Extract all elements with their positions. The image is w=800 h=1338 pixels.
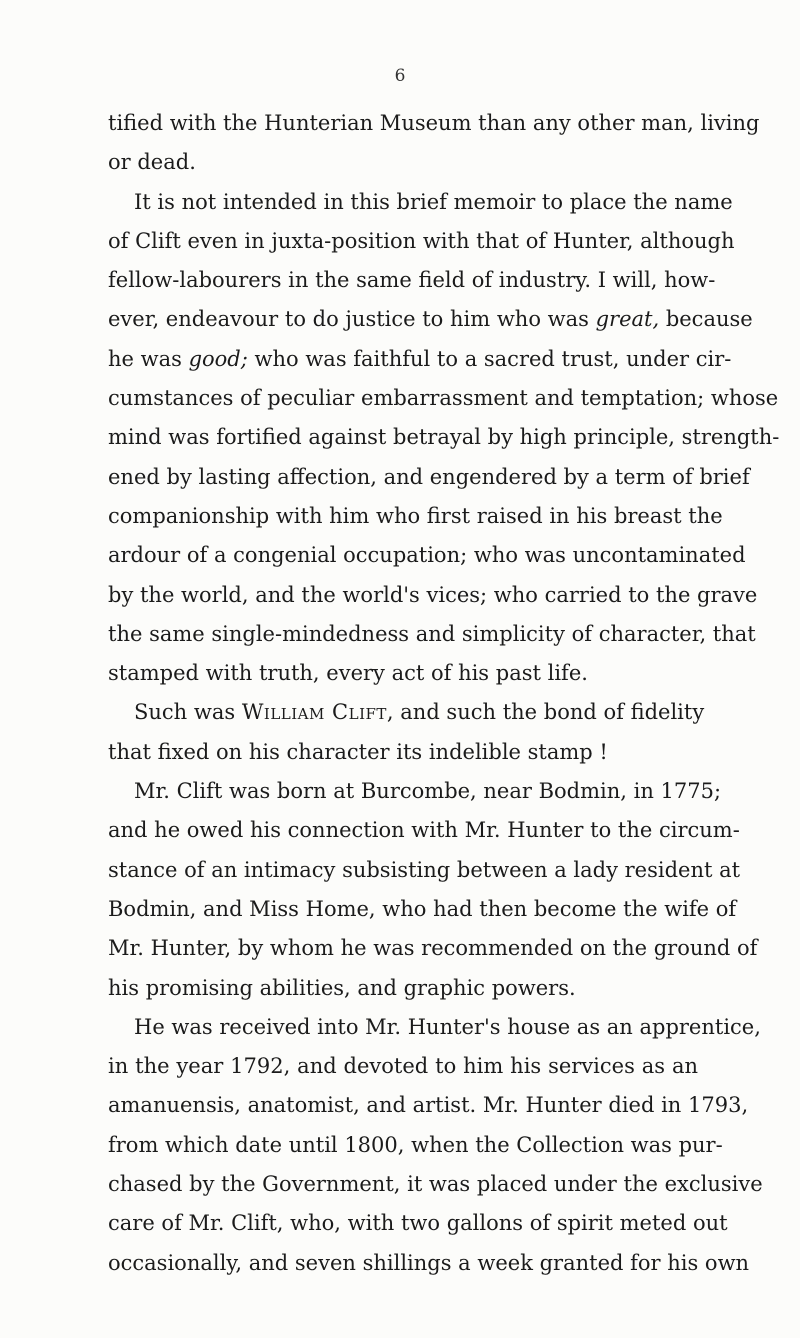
text-line: ever, endeavour to do justice to him who was great, because <box>108 307 753 332</box>
text-line: mind was fortified against betrayal by high principle, strength- <box>108 425 780 450</box>
text-line: Bodmin, and Miss Home, who had then become the wife of <box>108 896 737 921</box>
text-line: ened by lasting affection, and engendered by a term of brief <box>108 464 750 489</box>
text-line: his promising abilities, and graphic powers. <box>108 975 576 1000</box>
paragraph-start-line: He was received into Mr. Hunter's house as an apprentice, <box>134 1014 761 1039</box>
name-william-clift: William Clift <box>241 700 387 725</box>
text-line: by the world, and the world's vices; who carried to the grave <box>108 582 758 607</box>
text-line: fellow-labourers in the same field of industry. I will, how- <box>108 268 716 293</box>
text-line: tified with the Hunterian Museum than any other man, living <box>108 111 760 135</box>
page-number: 6 <box>394 66 406 86</box>
paragraph-start-line: Mr. Clift was born at Burcombe, near Bodmin, in 1775; <box>134 779 722 804</box>
emphasis-good: good; <box>188 346 248 371</box>
text-line: amanuensis, anatomist, and artist. Mr. Hunter died in 1793, <box>108 1093 749 1118</box>
paragraph-start-line: It is not intended in this brief memoir to place the name <box>134 189 733 214</box>
text-line: of Clift even in juxta-position with that of Hunter, although <box>108 228 735 253</box>
text-line: stance of an intimacy subsisting between a lady resident at <box>108 857 741 882</box>
text-line: the same single-mindedness and simplicity of character, that <box>108 621 756 646</box>
text-line: occasionally, and seven shillings a week granted for his own <box>108 1250 750 1275</box>
text-line: cumstances of peculiar embarrassment and temptation; whose <box>108 386 779 411</box>
emphasis-great: great, <box>595 307 660 332</box>
text-line: companionship with him who first raised in his breast the <box>108 503 723 528</box>
text-line: Mr. Hunter, by whom he was recommended on the ground of <box>108 936 758 961</box>
paragraph-start-line: Such was William Clift, and such the bond of fidelity <box>134 700 705 725</box>
text-line: ardour of a congenial occupation; who was uncontaminated <box>108 543 746 568</box>
text-line: or dead. <box>108 150 196 175</box>
body-text <box>108 104 780 1283</box>
text-line: from which date until 1800, when the Collection was pur- <box>108 1132 723 1157</box>
text-line: care of Mr. Clift, who, with two gallons of spirit meted out <box>108 1211 728 1236</box>
text-line: chased by the Government, it was placed under the exclusive <box>108 1172 763 1197</box>
text-line: that fixed on his character its indelible stamp ! <box>108 739 608 764</box>
text-line: he was good; who was faithful to a sacred trust, under cir- <box>108 346 732 371</box>
text-line: in the year 1792, and devoted to him his services as an <box>108 1054 698 1079</box>
text-line: stamped with truth, every act of his past life. <box>108 661 588 686</box>
text-line: and he owed his connection with Mr. Hunter to the circum- <box>108 818 740 843</box>
